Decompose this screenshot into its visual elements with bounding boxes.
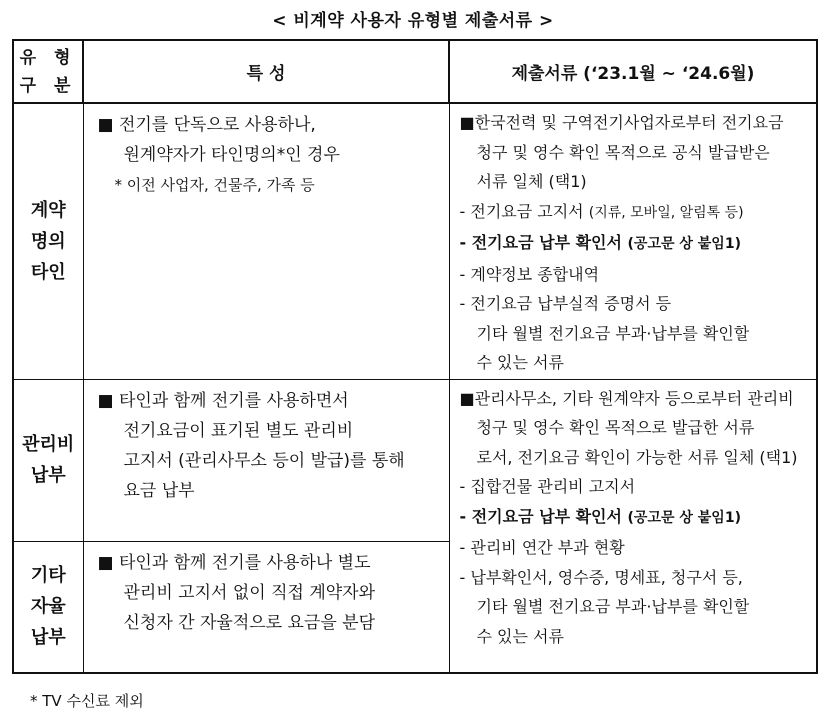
doc-item: - 계약정보 종합내역 — [459, 264, 600, 284]
header-type: 유 형 구 분 — [13, 40, 83, 103]
doc-item: - 전기요금 납부실적 증명서 등 — [459, 294, 672, 313]
doc-item: - 전기요금 납부 확인서 (공고문 상 붙임1) — [459, 233, 741, 252]
feature-cell-contract-other: ■ 전기를 단독으로 사용하나, 원계약자가 타인명의*인 경우 * 이전 사업자, 건물주, 가족 등 — [83, 103, 449, 379]
header-features: 특 성 — [83, 40, 449, 103]
docs-cell-group2: ■관리사무소, 기타 원계약자 등으로부터 관리비 청구 및 영수 확인 목적으로 발급한 서류 로서, 전기요금 확인이 가능한 서류 일체 (택1) - 집합건물 관리비 고지서 - 전기요금 납부 확인서 (공고문 상 붙임1) - 관리비 연간 부과 현황 - 납부확인서, 영수증, 명세표, 청구서 등, 기타 월별 전기요금 부과·납부를 확인할 수 있는 서류 — [449, 379, 817, 673]
doc-item: - 전기요금 고지서 (지류, 모바일, 알림톡 등) — [459, 201, 744, 221]
type-cell-contract-other: 계약 명의 타인 — [13, 103, 83, 379]
doc-item: - 집합건물 관리비 고지서 — [459, 477, 636, 496]
type-cell-other-self: 기타 자율 납부 — [13, 541, 83, 673]
doc-item: - 전기요금 납부 확인서 (공고문 상 붙임1) — [459, 506, 741, 526]
docs-cell-group1: ■한국전력 및 구역전기사업자로부터 전기요금 청구 및 영수 확인 목적으로 공식 발급받은 서류 일체 (택1) - 전기요금 고지서 (지류, 모바일, 알림톡 등) - 전기요금 납부 확인서 (공고문 상 붙임1) - 계약정보 종합내역 - 전기요금 납부실적 증명서 등 기타 월별 전기요금 부과·납부를 확인할 수 있는 서류 — [449, 103, 817, 379]
header-documents: 제출서류 (‘23.1월 ~ ‘24.6월) — [449, 40, 817, 103]
doc-item: - 관리비 연간 부과 현황 — [459, 538, 625, 557]
doc-item: - 납부확인서, 영수증, 명세표, 청구서 등, — [459, 567, 743, 587]
page-title: < 비계약 사용자 유형별 제출서류 > — [272, 11, 554, 31]
feature-cell-management-fee: ■ 타인과 함께 전기를 사용하면서 전기요금이 표기된 별도 관리비 고지서 (관리사무소 등이 발급)를 통해 요금 납부 — [83, 379, 449, 541]
type-cell-management-fee: 관리비 납부 — [13, 379, 83, 541]
feature-note: * 이전 사업자, 건물주, 가족 등 — [114, 176, 315, 194]
footnote: * TV 수신료 제외 — [30, 692, 144, 710]
document-requirements-table — [12, 39, 818, 674]
feature-cell-other-self: ■ 타인과 함께 전기를 사용하나 별도 관리비 고지서 없이 직접 계약자와 신청자 간 자율적으로 요금을 분담 — [83, 541, 449, 673]
